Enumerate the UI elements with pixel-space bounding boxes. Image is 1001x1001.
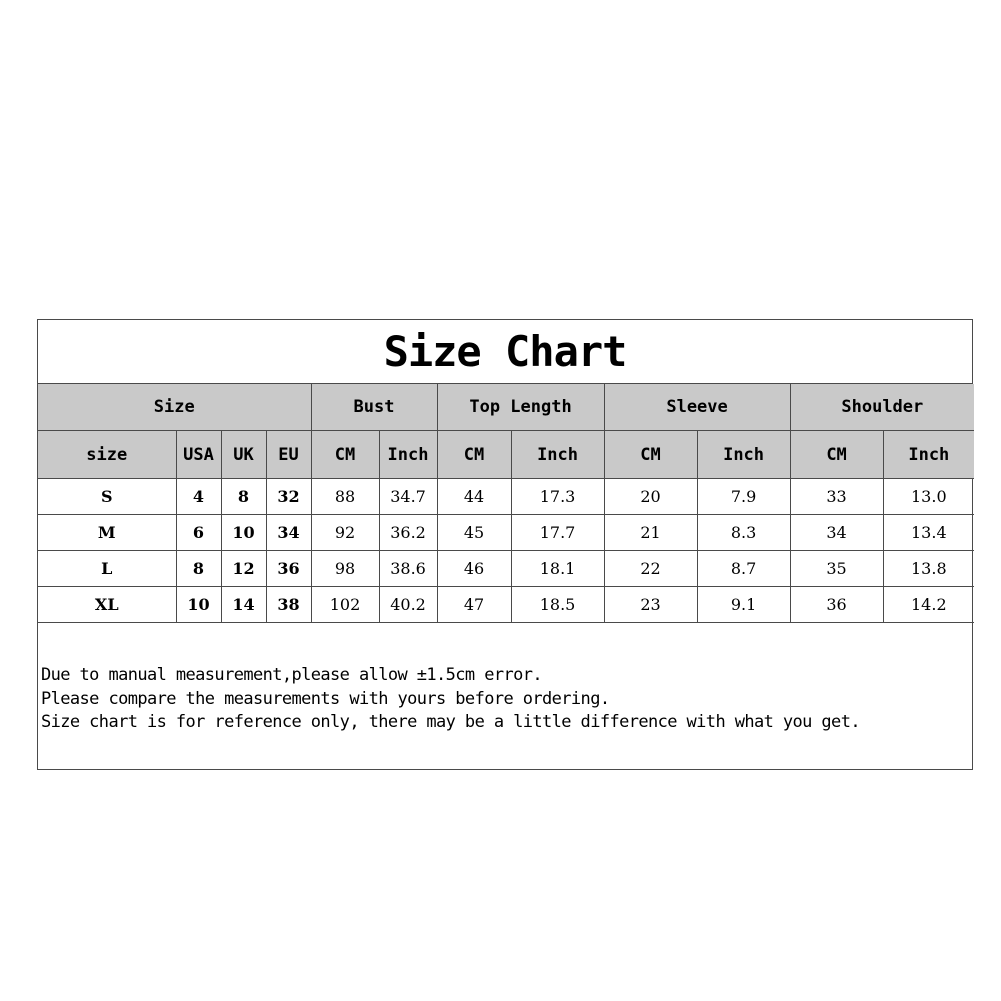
length-cm-cell: 47 bbox=[437, 587, 511, 623]
size-chart-panel bbox=[37, 319, 973, 770]
sleeve-cm-cell: 20 bbox=[604, 479, 697, 515]
shoulder-inch-cell: 13.4 bbox=[883, 515, 974, 551]
eu-cell: 36 bbox=[266, 551, 311, 587]
usa-cell: 4 bbox=[176, 479, 221, 515]
sleeve-cm-cell: 21 bbox=[604, 515, 697, 551]
shoulder-cm-cell: 36 bbox=[790, 587, 883, 623]
group-size-header: Size bbox=[38, 384, 311, 431]
length-cm-cell: 44 bbox=[437, 479, 511, 515]
group-header-row bbox=[38, 384, 974, 431]
sub-header-length-cm: CM bbox=[437, 431, 511, 479]
chart-title: Size Chart bbox=[38, 320, 972, 384]
length-inch-cell: 18.5 bbox=[511, 587, 604, 623]
sub-header-bust-cm: CM bbox=[311, 431, 379, 479]
usa-cell: 6 bbox=[176, 515, 221, 551]
bust-cm-cell: 102 bbox=[311, 587, 379, 623]
table-row bbox=[38, 587, 974, 623]
measurement-notes bbox=[41, 664, 860, 735]
sub-header-uk: UK bbox=[221, 431, 266, 479]
sleeve-cm-cell: 23 bbox=[604, 587, 697, 623]
length-inch-cell: 17.7 bbox=[511, 515, 604, 551]
bust-cm-cell: 98 bbox=[311, 551, 379, 587]
shoulder-cm-cell: 33 bbox=[790, 479, 883, 515]
usa-cell: 10 bbox=[176, 587, 221, 623]
sub-header-shoulder-cm: CM bbox=[790, 431, 883, 479]
sub-header-size: size bbox=[38, 431, 176, 479]
sleeve-inch-cell: 8.3 bbox=[697, 515, 790, 551]
note-line: Due to manual measurement,please allow ±1.5cm error. bbox=[41, 665, 543, 685]
note-line: Please compare the measurements with yours before ordering. bbox=[41, 688, 610, 709]
sleeve-cm-cell: 22 bbox=[604, 551, 697, 587]
sub-header-shoulder-inch: Inch bbox=[883, 431, 974, 479]
table-row bbox=[38, 515, 974, 551]
size-cell: S bbox=[38, 479, 176, 515]
length-inch-cell: 17.3 bbox=[511, 479, 604, 515]
size-cell: XL bbox=[38, 587, 176, 623]
group-top-length-header: Top Length bbox=[437, 384, 604, 431]
eu-cell: 34 bbox=[266, 515, 311, 551]
shoulder-inch-cell: 13.8 bbox=[883, 551, 974, 587]
sleeve-inch-cell: 9.1 bbox=[697, 587, 790, 623]
shoulder-inch-cell: 13.0 bbox=[883, 479, 974, 515]
sleeve-inch-cell: 7.9 bbox=[697, 479, 790, 515]
bust-inch-cell: 38.6 bbox=[379, 551, 437, 587]
length-inch-cell: 18.1 bbox=[511, 551, 604, 587]
uk-cell: 8 bbox=[221, 479, 266, 515]
shoulder-cm-cell: 34 bbox=[790, 515, 883, 551]
shoulder-cm-cell: 35 bbox=[790, 551, 883, 587]
bust-cm-cell: 88 bbox=[311, 479, 379, 515]
sub-header-sleeve-cm: CM bbox=[604, 431, 697, 479]
sub-header-usa: USA bbox=[176, 431, 221, 479]
bust-inch-cell: 36.2 bbox=[379, 515, 437, 551]
bust-inch-cell: 34.7 bbox=[379, 479, 437, 515]
note-line: Size chart is for reference only, there may be a little difference with what you get. bbox=[41, 712, 860, 732]
shoulder-inch-cell: 14.2 bbox=[883, 587, 974, 623]
eu-cell: 38 bbox=[266, 587, 311, 623]
sleeve-inch-cell: 8.7 bbox=[697, 551, 790, 587]
group-bust-header: Bust bbox=[311, 384, 437, 431]
table-row bbox=[38, 479, 974, 515]
sub-header-row bbox=[38, 431, 974, 479]
uk-cell: 12 bbox=[221, 551, 266, 587]
sub-header-eu: EU bbox=[266, 431, 311, 479]
bust-cm-cell: 92 bbox=[311, 515, 379, 551]
uk-cell: 14 bbox=[221, 587, 266, 623]
sub-header-sleeve-inch: Inch bbox=[697, 431, 790, 479]
table-row bbox=[38, 551, 974, 587]
size-cell: M bbox=[38, 515, 176, 551]
uk-cell: 10 bbox=[221, 515, 266, 551]
sub-header-length-inch: Inch bbox=[511, 431, 604, 479]
size-table bbox=[38, 384, 974, 623]
bust-inch-cell: 40.2 bbox=[379, 587, 437, 623]
length-cm-cell: 46 bbox=[437, 551, 511, 587]
size-cell: L bbox=[38, 551, 176, 587]
length-cm-cell: 45 bbox=[437, 515, 511, 551]
sub-header-bust-inch: Inch bbox=[379, 431, 437, 479]
usa-cell: 8 bbox=[176, 551, 221, 587]
eu-cell: 32 bbox=[266, 479, 311, 515]
group-shoulder-header: Shoulder bbox=[790, 384, 974, 431]
group-sleeve-header: Sleeve bbox=[604, 384, 790, 431]
